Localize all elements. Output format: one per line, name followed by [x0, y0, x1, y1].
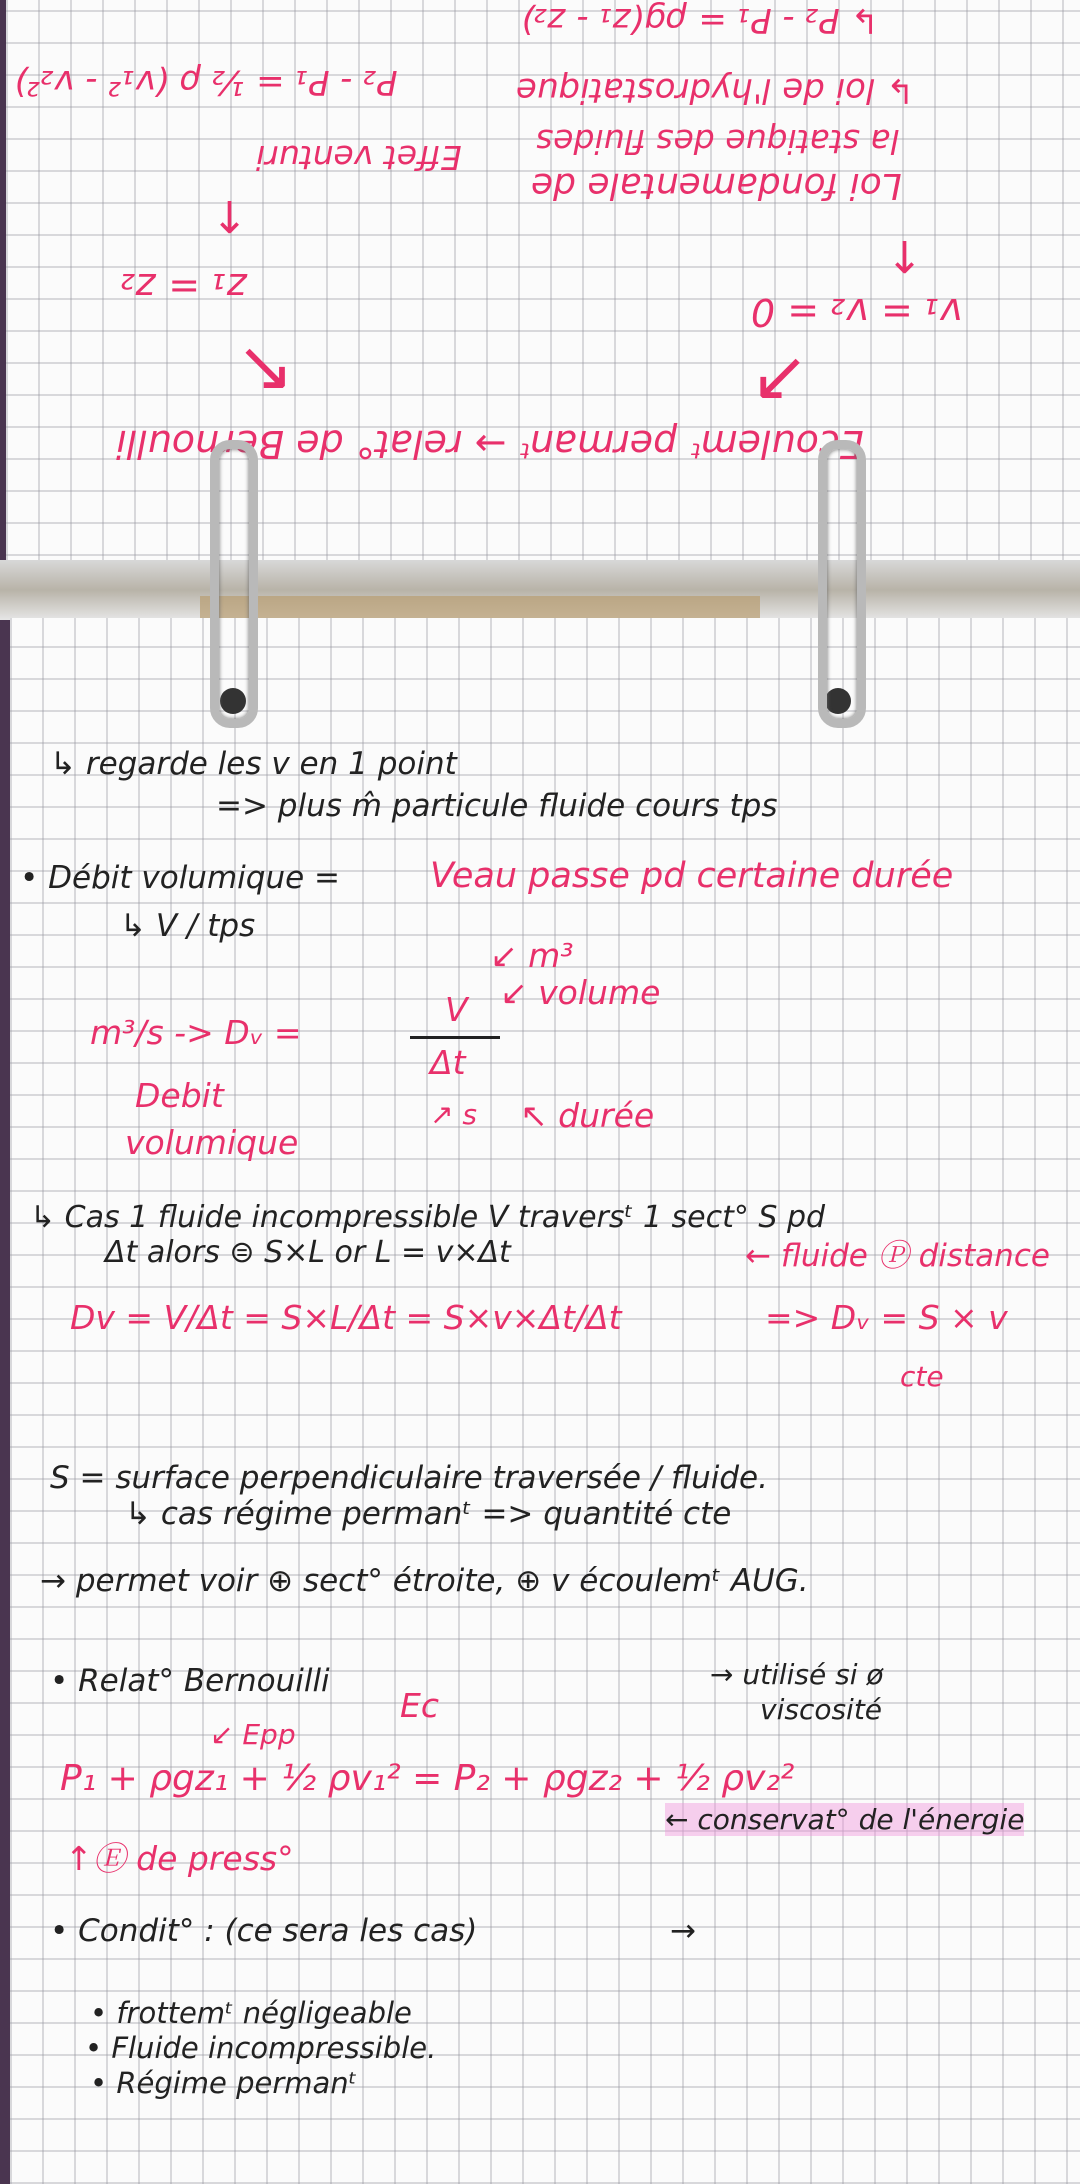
- binder-ring: [210, 440, 258, 728]
- flow-bernoulli-line: Ecoulemᵗ permanᵗ → relat° de Bernoulli: [116, 422, 864, 466]
- v-over-tps: ↳ V / tps: [120, 908, 256, 944]
- fundamental-law-line1: Loi fondamentale de: [531, 165, 902, 206]
- fundamental-law-line2: la statique des fluides: [536, 122, 900, 161]
- unit-formula: m³/s -> Dᵥ =: [90, 1013, 302, 1052]
- dv-formula: Dv = V/Δt = S×L/Δt = S×v×Δt/Δt: [70, 1298, 622, 1337]
- binder-ring: [818, 440, 866, 728]
- alors-line: Δt alors ⊜ S×L or L = v×Δt: [105, 1235, 511, 1270]
- venturi-effect: Effet venturi: [256, 138, 462, 177]
- fraction-numerator: V: [445, 990, 468, 1029]
- condition-item: • frottemᵗ négligeable: [90, 1996, 412, 2030]
- regime-line: ↳ cas régime permanᵗ => quantité cte: [125, 1496, 732, 1532]
- upper-notebook-page: [6, 0, 1080, 588]
- conditions-title: • Condit° : (ce sera les cas): [50, 1913, 478, 1949]
- permet-line: → permet voir ⊕ sect° étroite, ⊕ v écoulemᵗ AUG.: [40, 1563, 809, 1599]
- debit-word: Debit: [135, 1076, 224, 1115]
- arrow-icon: ↑: [886, 230, 923, 281]
- case-line: ↳ Cas 1 fluide incompressible V traversᵗ 1 sect° S pd: [30, 1200, 826, 1235]
- dv-result: => Dᵥ = S × v: [765, 1298, 1008, 1337]
- epp-label: ↙ Epp: [210, 1718, 296, 1751]
- note-line: ↳ regarde les v en 1 point: [50, 746, 457, 782]
- note-line: => plus m̂ particule fluide cours tps: [216, 788, 778, 824]
- arrow-icon: ↗: [751, 340, 810, 422]
- binder-strip: [200, 596, 760, 618]
- fluide-distance: ← fluide Ⓟ distance: [745, 1238, 1050, 1274]
- condition-item: • Fluide incompressible.: [85, 2031, 437, 2065]
- conservation-note: ← conservat° de l'énergie: [665, 1803, 1025, 1836]
- fraction-denominator: Δt: [430, 1043, 466, 1082]
- fraction-bar: [410, 1036, 500, 1039]
- arrow-icon: ↑: [211, 190, 248, 241]
- hydrostatic-law: ↳ loi de l'hydrostatique: [516, 70, 915, 110]
- bernoulli-title: • Relat° Bernouilli: [50, 1663, 330, 1699]
- arrow-icon: ↖: [236, 330, 295, 412]
- condition-item: • Régime permanᵗ: [90, 2066, 358, 2100]
- m3-annotation: ↙ m³: [490, 936, 574, 975]
- lower-notebook-page: [10, 618, 1080, 2184]
- pressure-energy-note: ↑Ⓔ de press°: [65, 1839, 294, 1878]
- debit-label: • Débit volumique =: [20, 860, 340, 896]
- constant-label: cte: [900, 1360, 944, 1393]
- venturi-formula: P₂ - P₁ = ½ ρ (v₁² - v₂²): [14, 62, 398, 102]
- v-equality: v₁ = v₂ = 0: [751, 290, 963, 334]
- hydrostatic-formula: ↳ P₂ - P₁ = ρg(z₁ - z₂): [521, 0, 880, 40]
- volumique-word: volumique: [125, 1123, 299, 1162]
- volume-annotation: ↙ volume: [500, 973, 661, 1012]
- debit-definition: Veau passe pd certaine durée: [430, 856, 954, 896]
- surface-definition: S = surface perpendiculaire traversée / fluide.: [50, 1460, 768, 1496]
- bernoulli-equation: P₁ + ρgz₁ + ½ ρv₁² = P₂ + ρgz₂ + ½ ρv₂²: [60, 1758, 795, 1799]
- ec-label: Ec: [400, 1686, 439, 1725]
- duree-annotation: ↖ durée: [520, 1096, 655, 1135]
- viscosite-note: viscosité: [760, 1693, 883, 1726]
- arrow-icon: →: [670, 1913, 696, 1949]
- utilise-note: → utilisé si ø: [710, 1658, 884, 1691]
- s-annotation: ↗ s: [430, 1098, 477, 1131]
- z-equality: z₁ = z₂: [121, 265, 248, 309]
